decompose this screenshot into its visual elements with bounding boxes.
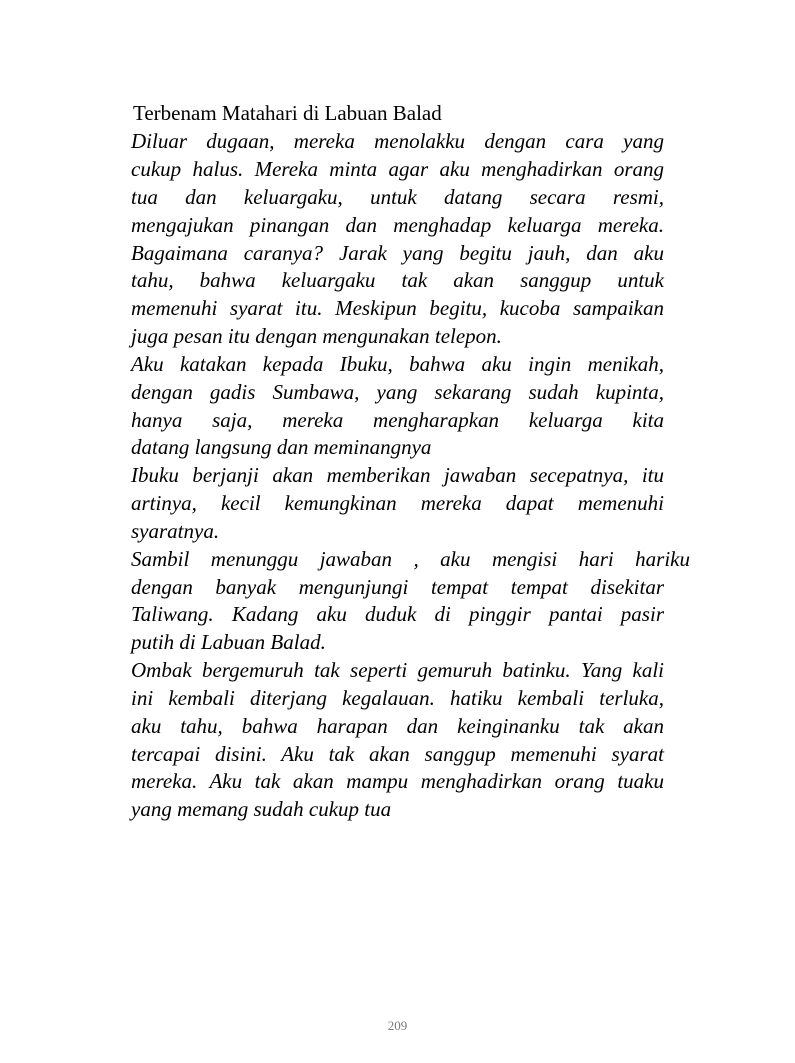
paragraph-line: tercapai disini. Aku tak akan sanggup memenuhi syarat (131, 742, 664, 766)
paragraph-line: Ibuku berjanji akan memberikan jawaban secepatnya, itu (131, 463, 664, 487)
paragraph-line: Sambil menunggu jawaban , aku mengisi hari hariku (131, 547, 690, 571)
paragraph-line: Bagaimana caranya? Jarak yang begitu jauh, dan aku (131, 241, 664, 265)
paragraph-line: tua dan keluargaku, untuk datang secara resmi, (131, 185, 664, 209)
paragraph-line: Diluar dugaan, mereka menolakku dengan cara yang (131, 129, 664, 153)
paragraph-line: artinya, kecil kemungkinan mereka dapat memenuhi (131, 491, 664, 515)
page-number: 209 (387, 1018, 408, 1033)
paragraph-line: syaratnya. (131, 519, 220, 543)
paragraph-line: dengan gadis Sumbawa, yang sekarang sudah kupinta, (131, 380, 664, 404)
paragraph-line: juga pesan itu dengan mengunakan telepon. (131, 324, 502, 348)
paragraph-line: aku tahu, bahwa harapan dan keinginanku tak akan (131, 714, 664, 738)
paragraph-line: cukup halus. Mereka minta agar aku menghadirkan orang (131, 157, 664, 181)
paragraph-line: memenuhi syarat itu. Meskipun begitu, kucoba sampaikan (131, 296, 664, 320)
paragraph-line: datang langsung dan meminangnya (131, 435, 432, 459)
paragraph-line: hanya saja, mereka mengharapkan keluarga kita (131, 408, 664, 432)
paragraph-line: ini kembali diterjang kegalauan. hatiku kembali terluka, (131, 686, 664, 710)
paragraph-line: tahu, bahwa keluargaku tak akan sanggup untuk (131, 268, 664, 292)
paragraph-line: yang memang sudah cukup tua (131, 797, 392, 821)
paragraph-line: mereka. Aku tak akan mampu menghadirkan orang tuaku (131, 769, 664, 793)
paragraph-line: Aku katakan kepada Ibuku, bahwa aku ingin menikah, (131, 352, 664, 376)
paragraph-line: Taliwang. Kadang aku duduk di pinggir pantai pasir (131, 602, 664, 626)
paragraph-line: Ombak bergemuruh tak seperti gemuruh batinku. Yang kali (131, 658, 664, 682)
chapter-title: Terbenam Matahari di Labuan Balad (133, 101, 442, 125)
paragraph-line: dengan banyak mengunjungi tempat tempat disekitar (131, 575, 664, 599)
paragraph-line: mengajukan pinangan dan menghadap keluarga mereka. (131, 213, 664, 237)
paragraph-line: putih di Labuan Balad. (131, 630, 326, 654)
